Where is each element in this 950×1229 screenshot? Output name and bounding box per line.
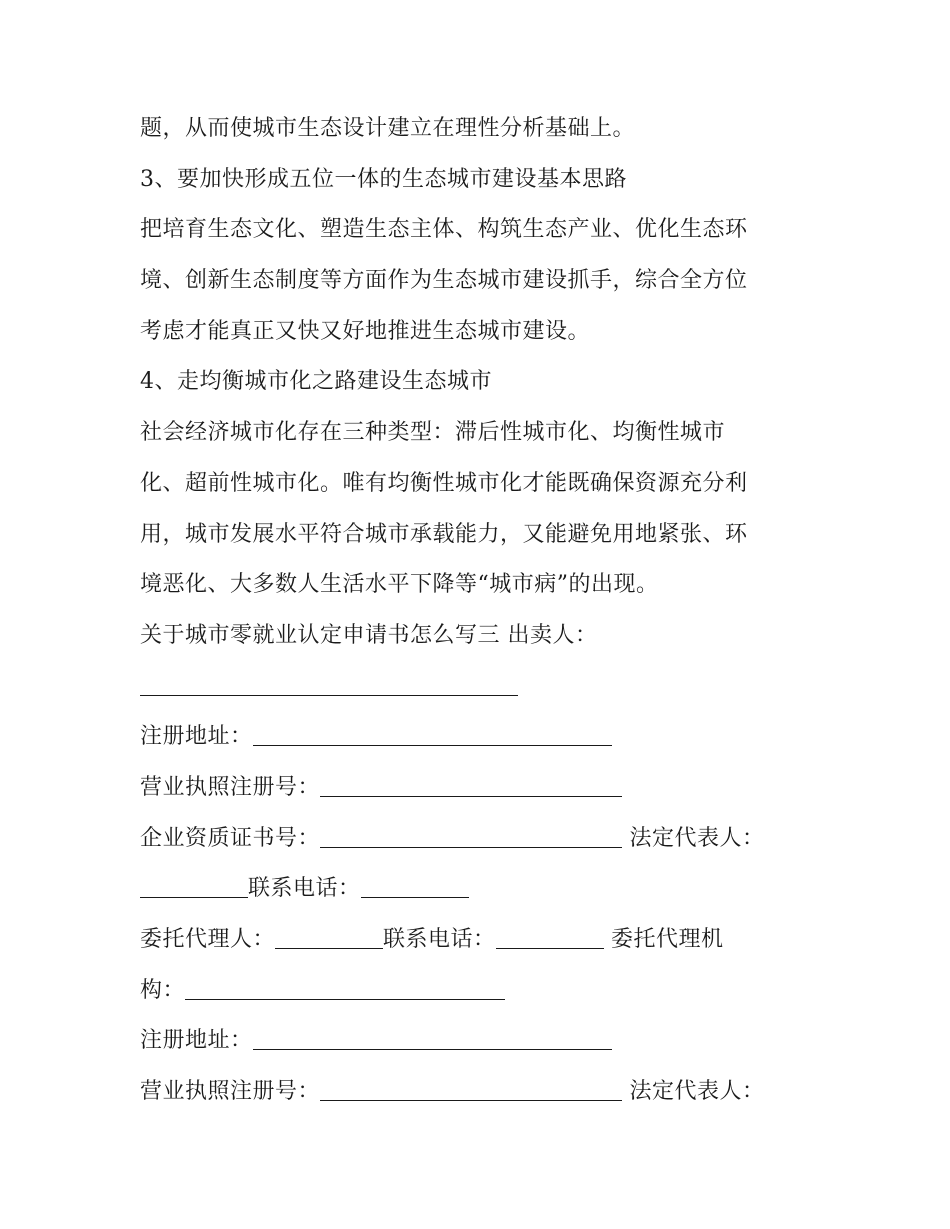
license-no-row (140, 763, 830, 814)
agency-label-cont: 构： (140, 977, 186, 1003)
reg-address-blank (253, 1027, 612, 1050)
agent-phone-label: 联系电话： (383, 927, 496, 952)
paragraph-line: 考虑才能真正又快又好地推进生态城市建设。 (140, 318, 591, 344)
license-no-blank (320, 774, 622, 797)
qualification-no-label: 企业资质证书号： (140, 825, 321, 851)
reg-address-row (140, 712, 830, 763)
section-heading-4: 4、走均衡城市化之路建设生态城市 (140, 369, 492, 395)
license-no-row-2 (140, 1067, 830, 1118)
license-no-label: 营业执照注册号： (140, 774, 321, 800)
agent-row (140, 915, 830, 966)
paragraph-line: 境、创新生态制度等方面作为生态城市建设抓手，综合全方位 (140, 268, 748, 294)
seller-name-blank (140, 673, 518, 696)
qualification-no-blank (320, 825, 622, 848)
reg-address-blank (253, 723, 612, 746)
license-no-blank (320, 1078, 622, 1101)
agency-row (140, 966, 830, 1017)
paragraph-line: 境恶化、大多数人生活水平下降等“城市病”的出现。 (140, 572, 659, 598)
reg-address-label: 注册地址： (140, 1028, 253, 1054)
legal-rep-label: 法定代表人： (629, 1079, 765, 1105)
paragraph-line: 社会经济城市化存在三种类型：滞后性城市化、均衡性城市 (140, 420, 726, 446)
document-title-line: 关于城市零就业认定申请书怎么写三 出卖人： (140, 622, 598, 648)
agent-blank (275, 926, 383, 949)
license-no-label: 营业执照注册号： (140, 1079, 321, 1105)
agent-phone-blank (496, 926, 604, 949)
paragraph-line: 题，从而使城市生态设计建立在理性分析基础上。 (140, 116, 636, 141)
legal-rep-row (140, 864, 830, 915)
seller-name-row (140, 662, 830, 713)
paragraph-line: 化、超前性城市化。唯有均衡性城市化才能既确保资源充分利 (140, 470, 748, 496)
agency-blank (185, 977, 505, 1000)
legal-rep-label: 法定代表人： (629, 825, 765, 851)
document-page (140, 104, 830, 1118)
legal-rep-blank (140, 875, 248, 898)
agent-label: 委托代理人： (140, 927, 276, 952)
reg-address-label: 注册地址： (140, 724, 253, 750)
paragraph-line: 把培育生态文化、塑造生态主体、构筑生态产业、优化生态环 (140, 217, 748, 243)
section-heading-3: 3、要加快形成五位一体的生态城市建设基本思路 (140, 166, 627, 192)
contact-phone-label: 联系电话： (248, 876, 361, 902)
agency-label: 委托代理机 (611, 927, 724, 952)
qualification-row (140, 814, 830, 865)
contact-phone-blank (361, 875, 469, 898)
paragraph-line: 用，城市发展水平符合城市承载能力，又能避免用地紧张、环 (140, 521, 748, 547)
reg-address-row-2 (140, 1016, 830, 1067)
